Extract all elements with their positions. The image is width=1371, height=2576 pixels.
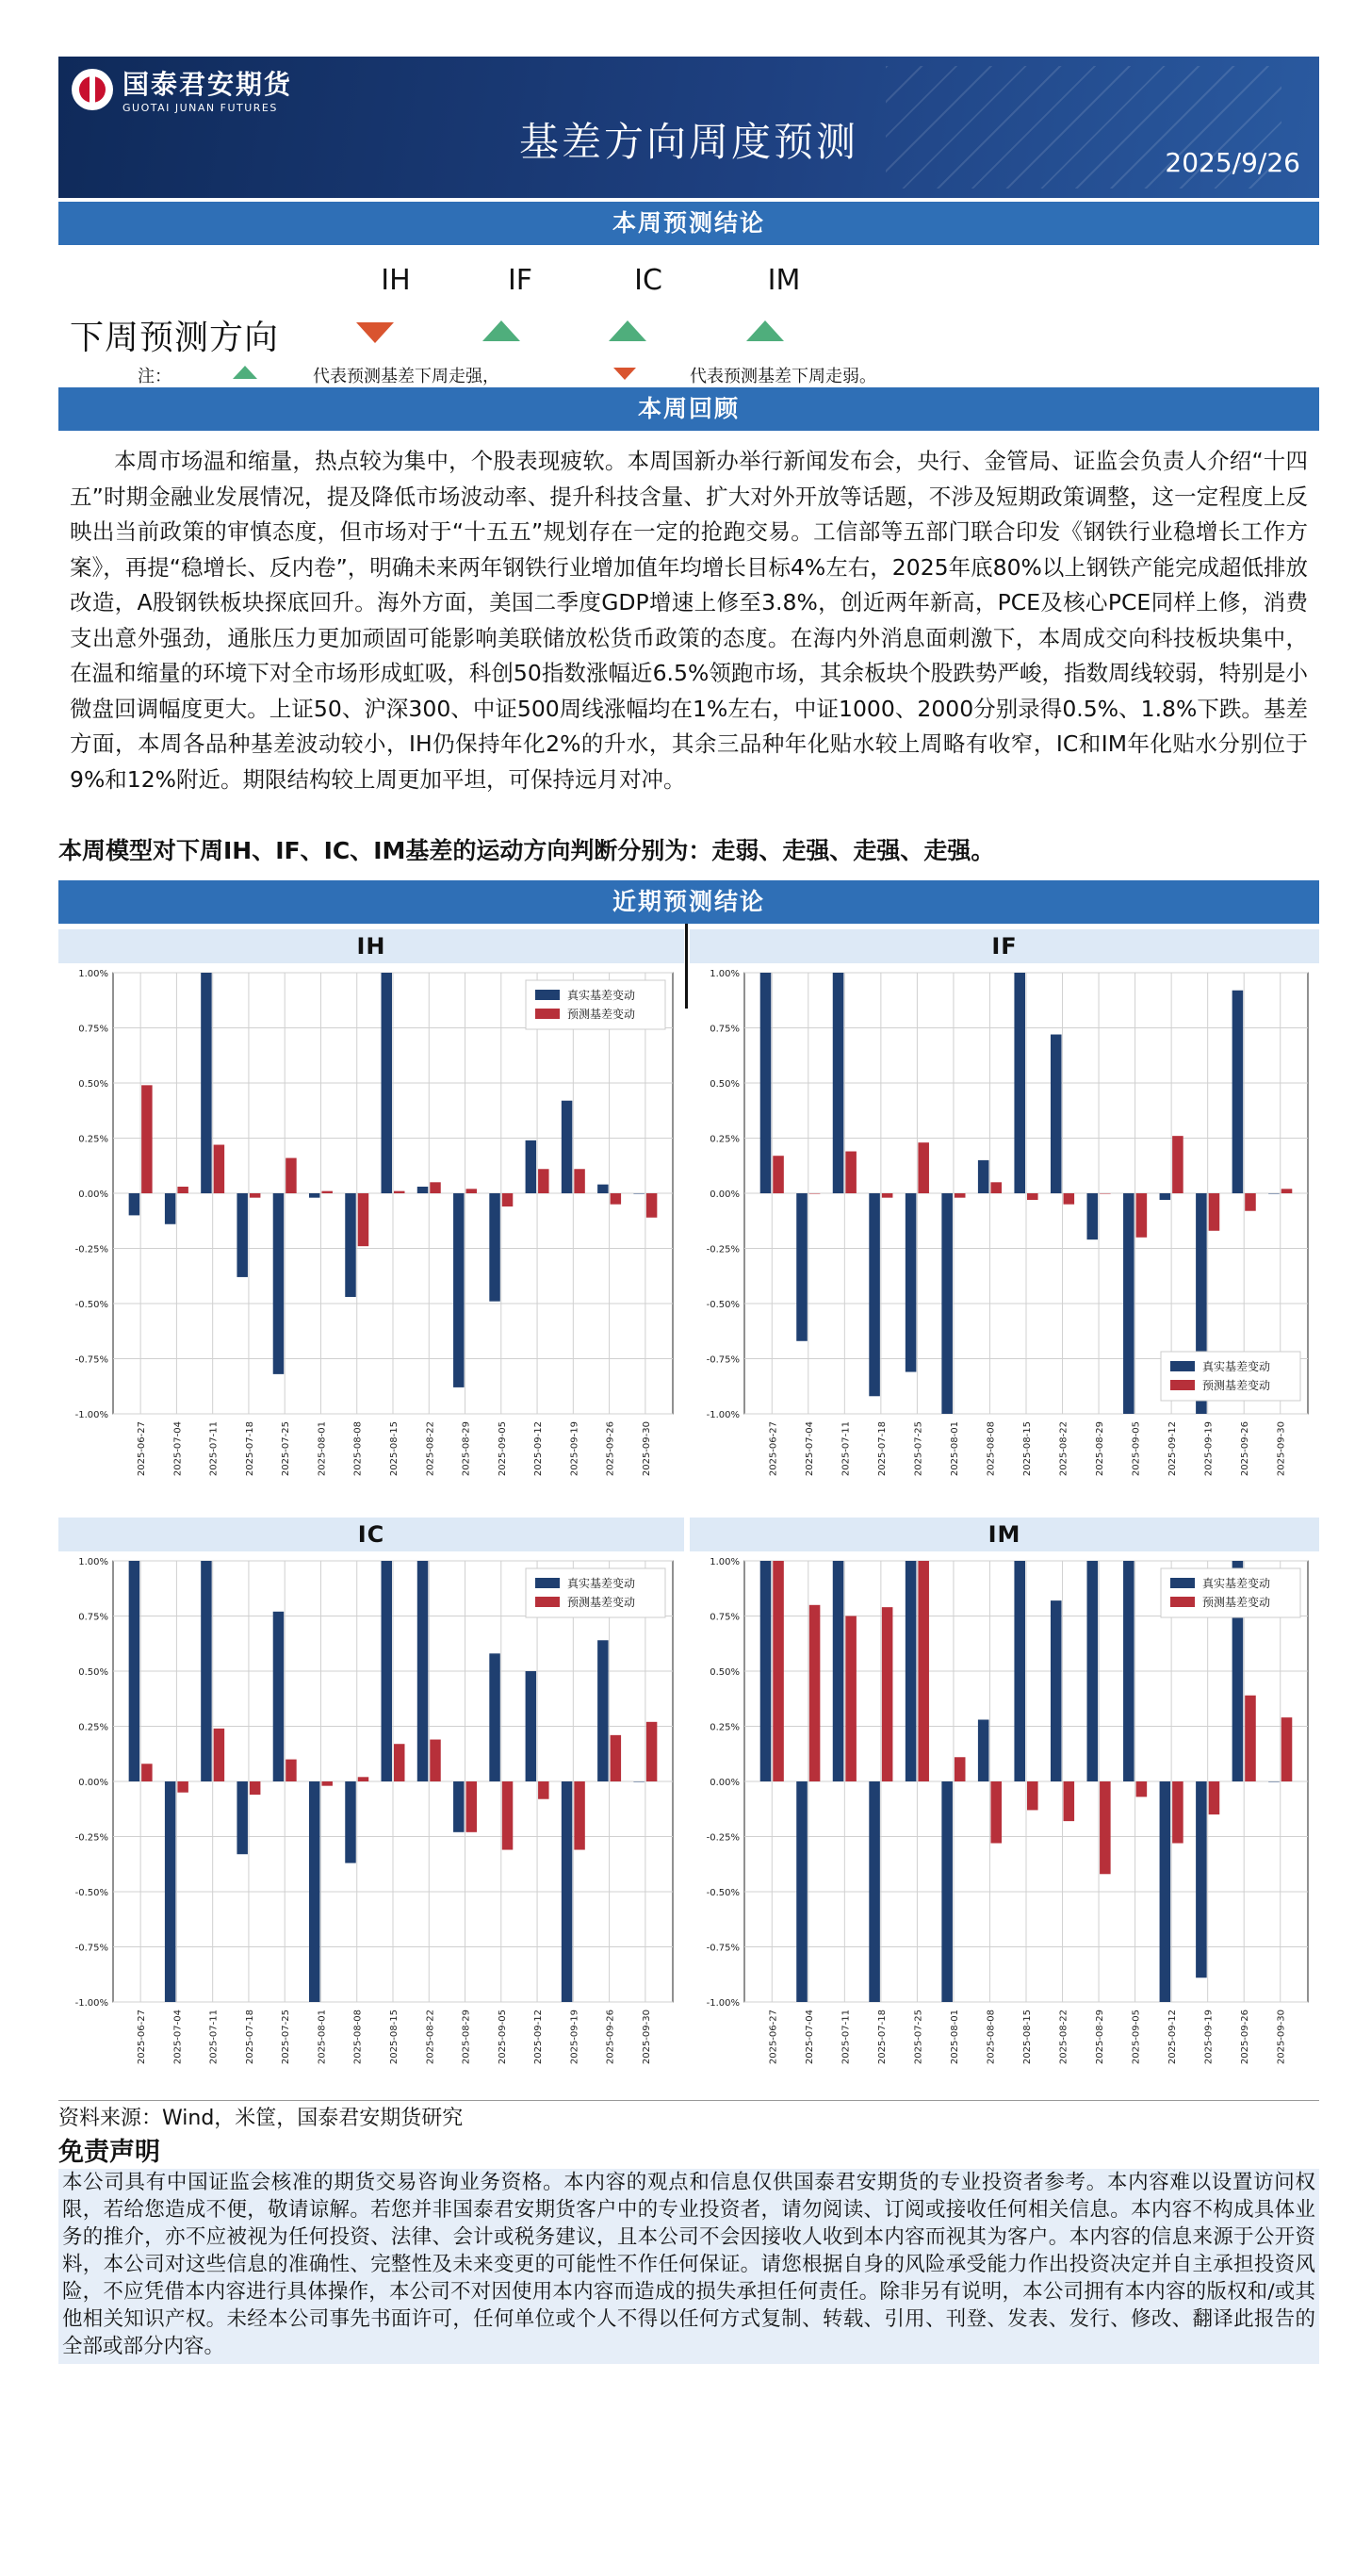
predicted-bar	[646, 1722, 657, 1781]
x-tick-label: 2025-08-08	[352, 1421, 364, 1477]
note-down-text: 代表预测基差下周走弱。	[690, 367, 876, 386]
predicted-bar	[177, 1187, 188, 1193]
actual-bar	[833, 1561, 844, 1781]
predicted-bar	[845, 1616, 857, 1782]
actual-bar	[597, 1185, 608, 1193]
x-tick-label: 2025-09-05	[1131, 1421, 1142, 1477]
predicted-bar	[430, 1182, 440, 1193]
predicted-bar	[466, 1189, 477, 1193]
x-tick-label: 2025-07-25	[913, 2010, 924, 2065]
actual-bar	[1196, 1781, 1207, 1977]
y-tick-label: -0.25%	[74, 1244, 108, 1255]
predicted-bar	[177, 1781, 188, 1793]
y-tick-label: 0.00%	[710, 1190, 740, 1200]
predicted-bar	[1209, 1193, 1220, 1231]
y-tick-label: 0.25%	[78, 1722, 108, 1733]
y-tick-label: -0.75%	[74, 1943, 108, 1954]
predicted-bar	[1027, 1193, 1038, 1200]
y-tick-label: 0.50%	[710, 1079, 740, 1090]
x-tick-label: 2025-07-11	[208, 1421, 220, 1477]
company-logo	[72, 64, 292, 114]
legend-swatch	[535, 1597, 560, 1607]
x-tick-label: 2025-06-27	[137, 2010, 148, 2065]
predicted-bar	[990, 1182, 1002, 1193]
x-tick-label: 2025-08-29	[461, 1421, 472, 1477]
report-date: 2025/9/26	[1165, 147, 1300, 178]
x-tick-label: 2025-08-15	[1022, 2010, 1033, 2065]
x-tick-label: 2025-07-11	[841, 1421, 852, 1477]
report-page	[58, 57, 1319, 2364]
actual-bar	[453, 1781, 464, 1832]
charts-grid	[58, 924, 1319, 2100]
y-tick-label: -0.50%	[74, 1888, 108, 1898]
predicted-bar	[1136, 1193, 1148, 1238]
x-tick-label: 2025-09-30	[1276, 2010, 1287, 2065]
predicted-bar	[1136, 1781, 1148, 1797]
predicted-bar	[574, 1781, 584, 1850]
note-up-arrow-icon	[233, 366, 257, 379]
x-tick-label: 2025-09-19	[569, 1421, 580, 1477]
x-tick-label: 2025-09-26	[1240, 2010, 1251, 2065]
report-title: 基差方向周度预测	[518, 119, 858, 165]
actual-bar	[237, 1193, 247, 1277]
forecast-row-label: 下周预测方向	[70, 319, 280, 357]
y-tick-label: -0.75%	[706, 1943, 740, 1954]
legend-box	[526, 1568, 665, 1617]
actual-bar	[562, 1101, 572, 1193]
actual-bar	[129, 1193, 139, 1215]
model-conclusion: 本周模型对下周IH、IF、IC、IM基差的运动方向判断分别为：走弱、走强、走强、走强。	[58, 837, 995, 864]
actual-bar	[201, 1561, 211, 1781]
x-tick-label: 2025-09-26	[1240, 1421, 1251, 1477]
actual-bar	[165, 1193, 175, 1224]
x-tick-label: 2025-06-27	[137, 1421, 148, 1477]
x-tick-label: 2025-09-12	[1167, 1421, 1179, 1477]
x-tick-label: 2025-08-08	[986, 1421, 997, 1477]
actual-bar	[526, 1140, 536, 1193]
predicted-bar	[286, 1158, 296, 1193]
actual-bar	[1160, 1781, 1171, 2002]
legend-box	[526, 980, 665, 1029]
actual-bar	[760, 1561, 772, 1781]
legend-label: 真实基差变动	[1202, 1360, 1271, 1373]
y-tick-label: 0.50%	[78, 1667, 108, 1678]
predicted-bar	[955, 1193, 966, 1198]
x-tick-label: 2025-07-18	[876, 2010, 888, 2065]
y-tick-label: 1.00%	[78, 1557, 108, 1567]
predicted-bar	[1064, 1781, 1075, 1821]
actual-bar	[906, 1561, 917, 1781]
x-tick-label: 2025-08-29	[461, 2010, 472, 2065]
x-tick-label: 2025-08-29	[1095, 2010, 1106, 2065]
predicted-bar	[611, 1735, 621, 1781]
note-down-arrow-icon	[613, 368, 636, 380]
predicted-bar	[502, 1193, 513, 1206]
x-tick-label: 2025-09-05	[497, 1421, 508, 1477]
y-tick-label: -1.00%	[706, 1998, 740, 2009]
legend-swatch	[1170, 1578, 1195, 1588]
section-review-title: 本周回顾	[58, 387, 1319, 431]
ih-basis-chart	[58, 965, 684, 1512]
actual-bar	[941, 1193, 953, 1414]
legend-label: 预测基差变动	[567, 1008, 636, 1021]
predicted-bar	[502, 1781, 513, 1850]
actual-bar	[1051, 1600, 1062, 1781]
x-tick-label: 2025-09-12	[1167, 2010, 1179, 2065]
disclaimer-title: 免责声明	[58, 2138, 160, 2167]
x-tick-label: 2025-09-19	[1203, 1421, 1215, 1477]
actual-bar	[489, 1193, 499, 1302]
x-tick-label: 2025-08-22	[425, 2010, 436, 2065]
y-tick-label: -1.00%	[706, 1410, 740, 1420]
x-tick-label: 2025-09-12	[533, 1421, 545, 1477]
predicted-bar	[358, 1777, 368, 1781]
predicted-bar	[773, 1561, 784, 1781]
actual-bar	[273, 1612, 284, 1781]
actual-bar	[978, 1160, 989, 1193]
x-tick-label: 2025-07-04	[804, 2010, 815, 2065]
y-tick-label: -0.50%	[706, 1300, 740, 1310]
x-tick-label: 2025-08-01	[949, 2010, 960, 2065]
legend-label: 预测基差变动	[567, 1596, 636, 1609]
x-tick-label: 2025-08-15	[389, 1421, 400, 1477]
y-tick-label: 0.25%	[710, 1134, 740, 1145]
x-tick-label: 2025-09-26	[605, 2010, 616, 2065]
actual-bar	[129, 1561, 139, 1781]
actual-bar	[796, 1781, 808, 2002]
x-tick-label: 2025-07-18	[244, 2010, 255, 2065]
x-tick-label: 2025-07-11	[841, 2010, 852, 2065]
chart-title-ic: IC	[58, 1518, 684, 1551]
y-tick-label: -0.50%	[74, 1300, 108, 1310]
predicted-bar	[394, 1191, 404, 1193]
legend-label: 预测基差变动	[1202, 1596, 1271, 1609]
predicted-bar	[809, 1605, 821, 1781]
y-tick-label: 0.50%	[78, 1079, 108, 1090]
actual-bar	[633, 1781, 644, 1782]
x-tick-label: 2025-09-05	[1131, 2010, 1142, 2065]
note-up-text: 代表预测基差下周走强，	[313, 367, 499, 386]
y-tick-label: 0.75%	[710, 1024, 740, 1035]
actual-bar	[833, 973, 844, 1193]
x-tick-label: 2025-08-15	[389, 2010, 400, 2065]
x-tick-label: 2025-08-08	[352, 2010, 364, 2065]
y-tick-label: 0.75%	[78, 1024, 108, 1035]
section-recent-title: 近期预测结论	[58, 880, 1319, 924]
predicted-bar	[358, 1193, 368, 1246]
y-tick-label: -0.25%	[706, 1244, 740, 1255]
predicted-bar	[321, 1191, 332, 1193]
predicted-bar	[1100, 1193, 1111, 1194]
disclaimer-text: 本公司具有中国证监会核准的期货交易咨询业务资格。本内容的观点和信息仅供国泰君安期货的专业投资者参考。本内容难以设置访问权限，若给您造成不便，敬请谅解。若您并非国泰君安期货客户中的专业投资者，请勿阅读、订阅或接收任何相关信息。本内容不构成具体业务的推介，亦不应被视为任何投资、法律、会计或税务建议，且本公司不会因接收人收到本内容而视其为客户。本内容的信息来源于公开资料，本公司对这些信息的准确性、完整性及未来变更的可能性不作任何保证。请您根据自身的风险承受能力作出投资决定并自主承担投资风险，不应凭借本内容进行具体操作，本公司不对因使用本内容而造成的损失承担任何责任。除非另有说明，本公司拥有本内容的版权和/或其他相关知识产权。未经本公司事先书面许可，任何单位或个人不得以任何方式复制、转载、引用、刊登、发表、发行、修改、翻译此报告的全部或部分内容。	[58, 2169, 1319, 2364]
predicted-bar	[918, 1561, 929, 1781]
y-tick-label: 0.75%	[78, 1612, 108, 1623]
actual-bar	[978, 1719, 989, 1781]
actual-bar	[1051, 1035, 1062, 1193]
predicted-bar	[1064, 1193, 1075, 1205]
actual-bar	[345, 1193, 355, 1297]
predicted-bar	[955, 1757, 966, 1781]
chart-title-im: IM	[690, 1518, 1319, 1551]
actual-bar	[1268, 1193, 1280, 1194]
x-tick-label: 2025-06-27	[768, 1421, 779, 1477]
predicted-bar	[1172, 1136, 1183, 1193]
predicted-bar	[141, 1085, 152, 1193]
actual-bar	[453, 1193, 464, 1387]
actual-bar	[382, 1561, 392, 1781]
data-source: 资料来源：Wind，米筐，国泰君安期货研究	[58, 2100, 1319, 2137]
predicted-bar	[214, 1729, 224, 1781]
x-tick-label: 2025-09-05	[497, 2010, 508, 2065]
predicted-bar	[466, 1781, 477, 1832]
y-tick-label: -1.00%	[74, 1998, 108, 2009]
x-tick-label: 2025-07-11	[208, 2010, 220, 2065]
actual-bar	[489, 1653, 499, 1781]
x-tick-label: 2025-08-22	[425, 1421, 436, 1477]
x-tick-label: 2025-08-22	[1058, 2010, 1069, 2065]
actual-bar	[273, 1193, 284, 1374]
legend-swatch	[1170, 1597, 1195, 1607]
y-tick-label: 0.25%	[710, 1722, 740, 1733]
predicted-bar	[773, 1156, 784, 1193]
legend-label: 真实基差变动	[567, 1577, 636, 1590]
y-tick-label: 0.25%	[78, 1134, 108, 1145]
forecast-col-ic: IC	[634, 264, 662, 297]
legend-label: 真实基差变动	[1202, 1577, 1271, 1590]
predicted-bar	[1281, 1189, 1293, 1193]
actual-bar	[309, 1781, 319, 2002]
weekly-review	[58, 431, 1319, 797]
predicted-bar	[990, 1781, 1002, 1844]
predicted-bar	[1172, 1781, 1183, 1844]
x-tick-label: 2025-07-25	[281, 2010, 292, 2065]
y-tick-label: -0.75%	[74, 1354, 108, 1366]
y-tick-label: 1.00%	[710, 969, 740, 979]
actual-bar	[562, 1781, 572, 2002]
x-tick-label: 2025-09-26	[605, 1421, 616, 1477]
actual-bar	[1123, 1193, 1134, 1414]
actual-bar	[1123, 1561, 1134, 1781]
forecast-col-ih: IH	[381, 264, 411, 297]
actual-bar	[1087, 1561, 1099, 1781]
predicted-bar	[574, 1169, 584, 1193]
legend-label: 真实基差变动	[567, 989, 636, 1002]
actual-bar	[1268, 1781, 1280, 1782]
logo-english-name: GUOTAI JUNAN FUTURES	[122, 102, 278, 114]
actual-bar	[417, 1561, 428, 1781]
x-tick-label: 2025-08-01	[949, 1421, 960, 1477]
legend-swatch	[1170, 1380, 1195, 1390]
actual-bar	[1232, 991, 1244, 1193]
x-tick-label: 2025-09-30	[1276, 1421, 1287, 1477]
actual-bar	[165, 1781, 175, 2002]
x-tick-label: 2025-08-08	[986, 2010, 997, 2065]
x-tick-label: 2025-06-27	[768, 2010, 779, 2065]
predicted-bar	[250, 1781, 260, 1795]
predicted-bar	[1281, 1717, 1293, 1781]
predicted-bar	[214, 1145, 224, 1193]
y-tick-label: 1.00%	[710, 1557, 740, 1567]
predicted-bar	[1100, 1781, 1111, 1874]
predicted-bar	[1245, 1696, 1256, 1781]
predicted-bar	[141, 1764, 152, 1781]
x-tick-label: 2025-09-19	[1203, 2010, 1215, 2065]
predicted-bar	[646, 1193, 657, 1218]
ic-basis-chart	[58, 1553, 684, 2100]
ih-down-arrow-icon	[356, 322, 394, 343]
y-tick-label: -0.25%	[706, 1832, 740, 1844]
predicted-bar	[882, 1193, 893, 1198]
predicted-bar	[1209, 1781, 1220, 1814]
actual-bar	[309, 1193, 319, 1198]
predicted-bar	[321, 1781, 332, 1786]
y-tick-label: 0.75%	[710, 1612, 740, 1623]
actual-bar	[345, 1781, 355, 1863]
actual-bar	[1014, 973, 1025, 1193]
actual-bar	[1087, 1193, 1099, 1239]
legend-swatch	[535, 1009, 560, 1019]
actual-bar	[597, 1640, 608, 1781]
x-tick-label: 2025-09-30	[641, 2010, 652, 2065]
x-tick-label: 2025-09-19	[569, 2010, 580, 2065]
forecast-col-im: IM	[767, 264, 801, 297]
x-tick-label: 2025-07-04	[172, 2010, 184, 2065]
predicted-bar	[809, 1193, 821, 1194]
predicted-bar	[918, 1142, 929, 1193]
x-tick-label: 2025-09-12	[533, 2010, 545, 2065]
im-basis-chart	[690, 1553, 1319, 2100]
actual-bar	[417, 1187, 428, 1193]
x-tick-label: 2025-07-18	[876, 1421, 888, 1477]
predicted-bar	[538, 1169, 548, 1193]
chart-title-ih: IH	[58, 929, 684, 963]
actual-bar	[201, 973, 211, 1193]
predicted-bar	[250, 1193, 260, 1198]
x-tick-label: 2025-08-15	[1022, 1421, 1033, 1477]
x-tick-label: 2025-07-04	[172, 1421, 184, 1477]
predicted-bar	[845, 1152, 857, 1193]
y-tick-label: 0.50%	[710, 1667, 740, 1678]
legend-box	[1161, 1352, 1300, 1401]
x-tick-label: 2025-09-30	[641, 1421, 652, 1477]
y-tick-label: 0.00%	[78, 1778, 108, 1788]
x-tick-label: 2025-08-01	[317, 2010, 328, 2065]
section-forecast-title: 本周预测结论	[58, 202, 1319, 245]
actual-bar	[633, 1193, 644, 1194]
y-tick-label: 0.00%	[710, 1778, 740, 1788]
y-tick-label: -0.75%	[706, 1354, 740, 1366]
forecast-table	[58, 245, 1319, 386]
predicted-bar	[430, 1740, 440, 1781]
logo-emblem-icon	[72, 69, 113, 110]
actual-bar	[760, 973, 772, 1193]
predicted-bar	[1245, 1193, 1256, 1211]
report-header	[58, 57, 1319, 198]
x-tick-label: 2025-08-22	[1058, 1421, 1069, 1477]
actual-bar	[796, 1193, 808, 1341]
note-prefix: 注：	[138, 367, 171, 386]
y-tick-label: -1.00%	[74, 1410, 108, 1420]
chart-title-if: IF	[690, 929, 1319, 963]
actual-bar	[869, 1781, 880, 2002]
x-tick-label: 2025-07-25	[281, 1421, 292, 1477]
chart-divider	[685, 924, 688, 1009]
ic-up-arrow-icon	[609, 320, 646, 341]
y-tick-label: -0.25%	[74, 1832, 108, 1844]
legend-label: 预测基差变动	[1202, 1379, 1271, 1392]
actual-bar	[1014, 1561, 1025, 1781]
actual-bar	[526, 1671, 536, 1781]
predicted-bar	[394, 1744, 404, 1781]
review-paragraph: 本周市场温和缩量，热点较为集中，个股表现疲软。本周国新办举行新闻发布会，央行、金管局、证监会负责人介绍“十四五”时期金融业发展情况，提及降低市场波动率、提升科技含量、扩大对外开放等话题，不涉及短期政策调整，这一定程度上反映出当前政策的审慎态度，但市场对于“十五五”规划存在一定的抢跑交易。工信部等五部门联合印发《钢铁行业稳增长工作方案》，再提“稳增长、反内卷”，明确未来两年钢铁行业增加值年均增长目标4%左右，2025年底80%以上钢铁产能完成超低排放改造，A股钢铁板块探底回升。海外方面，美国二季度GDP增速上修至3.8%，创近两年新高，PCE及核心PCE同样上修，消费支出意外强劲，通胀压力更加顽固可能影响美联储放松货币政策的态度。在海内外消息面刺激下，本周成交向科技板块集中，在温和缩量的环境下对全市场形成虹吸，科创50指数涨幅近6.5%领跑市场，其余板块个股跌势严峻，指数周线较弱，特别是小微盘回调幅度更大。上证50、沪深300、中证500周线涨幅均在1%左右，中证1000、2000分别录得0.5%、1.8%下跌。基差方面，本周各品种基差波动较小，IH仍保持年化2%的升水，其余三品种年化贴水较上周略有收窄，IC和IM年化贴水分别位于9%和12%附近。期限结构较上周更加平坦，可保持远月对冲。	[70, 448, 1308, 793]
predicted-bar	[286, 1760, 296, 1781]
x-tick-label: 2025-07-18	[244, 1421, 255, 1477]
x-tick-label: 2025-08-01	[317, 1421, 328, 1477]
legend-box	[1161, 1568, 1300, 1617]
forecast-col-if: IF	[507, 264, 533, 297]
im-up-arrow-icon	[746, 320, 784, 341]
actual-bar	[941, 1781, 953, 2002]
actual-bar	[237, 1781, 247, 1854]
x-tick-label: 2025-07-04	[804, 1421, 815, 1477]
predicted-bar	[538, 1781, 548, 1799]
if-up-arrow-icon	[482, 320, 520, 341]
predicted-bar	[882, 1607, 893, 1781]
actual-bar	[869, 1193, 880, 1396]
actual-bar	[382, 973, 392, 1193]
legend-swatch	[535, 1578, 560, 1588]
if-basis-chart	[690, 965, 1319, 1512]
legend-swatch	[1170, 1361, 1195, 1371]
predicted-bar	[611, 1193, 621, 1205]
y-tick-label: 0.00%	[78, 1190, 108, 1200]
x-tick-label: 2025-07-25	[913, 1421, 924, 1477]
y-tick-label: 1.00%	[78, 969, 108, 979]
logo-chinese-name: 国泰君安期货	[122, 69, 293, 100]
y-tick-label: -0.50%	[706, 1888, 740, 1898]
legend-swatch	[535, 990, 560, 1000]
predicted-bar	[1027, 1781, 1038, 1810]
actual-bar	[906, 1193, 917, 1372]
actual-bar	[1160, 1193, 1171, 1200]
x-tick-label: 2025-08-29	[1095, 1421, 1106, 1477]
